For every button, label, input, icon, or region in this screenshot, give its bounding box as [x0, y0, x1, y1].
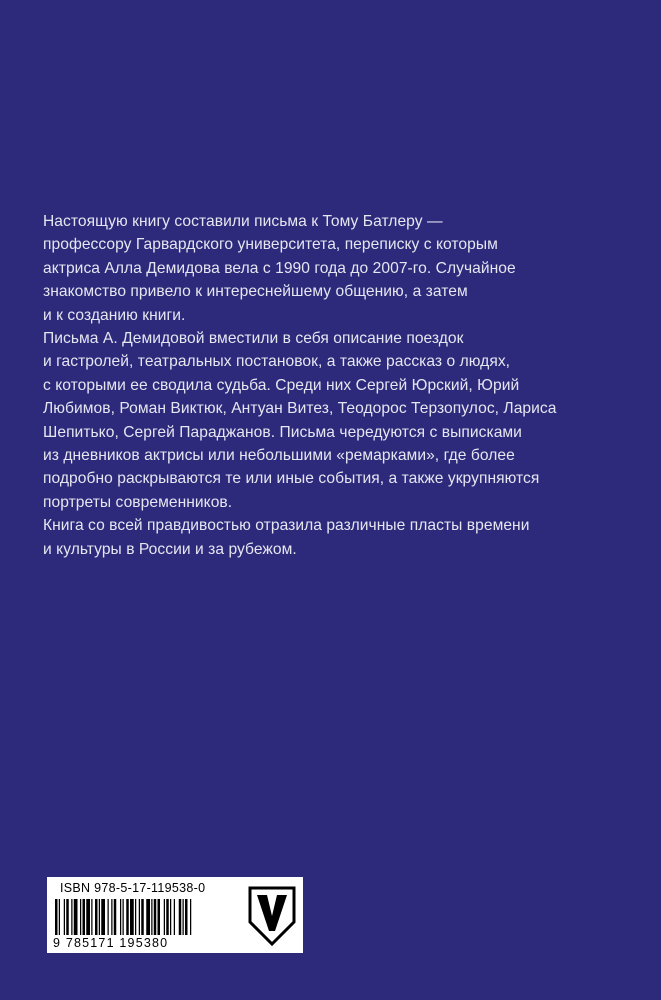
- annotation-line: Книга со всей правдивостью отразила различные пласты времени: [43, 517, 530, 535]
- isbn-label: ISBN 978-5-17-119538-0: [60, 881, 206, 895]
- annotation-line: подробно раскрываются те или иные события, а также укрупняются: [43, 470, 540, 488]
- annotation-line: из дневников актрисы или небольшими «ремарками», где более: [43, 447, 515, 465]
- annotation-line: актриса Алла Демидова вела с 1990 года до 2007-го. Случайное: [43, 259, 516, 277]
- ean-digits: 9 785171 195380: [53, 936, 169, 950]
- annotation-line: Любимов, Роман Виктюк, Антуан Витез, Теодорос Терзопулос, Лариса: [43, 400, 557, 418]
- annotation-line: профессору Гарвардского университета, переписку с которым: [43, 236, 498, 254]
- annotation-line: портреты современников.: [43, 493, 233, 511]
- annotation-line: Шепитько, Сергей Параджанов. Письма чередуются с выписками: [43, 423, 522, 441]
- annotation-line: и гастролей, театральных постановок, а также рассказ о людях,: [43, 353, 511, 371]
- annotation-line: и культуры в России и за рубежом.: [43, 540, 297, 558]
- annotation-line: знакомство привело к интереснейшему общению, а затем: [43, 283, 468, 301]
- publisher-logo: [244, 882, 300, 948]
- annotation-line: Письма А. Демидовой вместили в себя описание поездок: [43, 330, 464, 348]
- annotation-line: с которыми ее сводила судьба. Среди них Сергей Юрский, Юрий: [43, 376, 520, 394]
- barcode-icon: [53, 899, 239, 935]
- annotation-text: [43, 210, 643, 561]
- annotation-line: Настоящую книгу составили письма к Тому Батлеру —: [43, 213, 443, 230]
- annotation-line: и к созданию книги.: [43, 306, 186, 324]
